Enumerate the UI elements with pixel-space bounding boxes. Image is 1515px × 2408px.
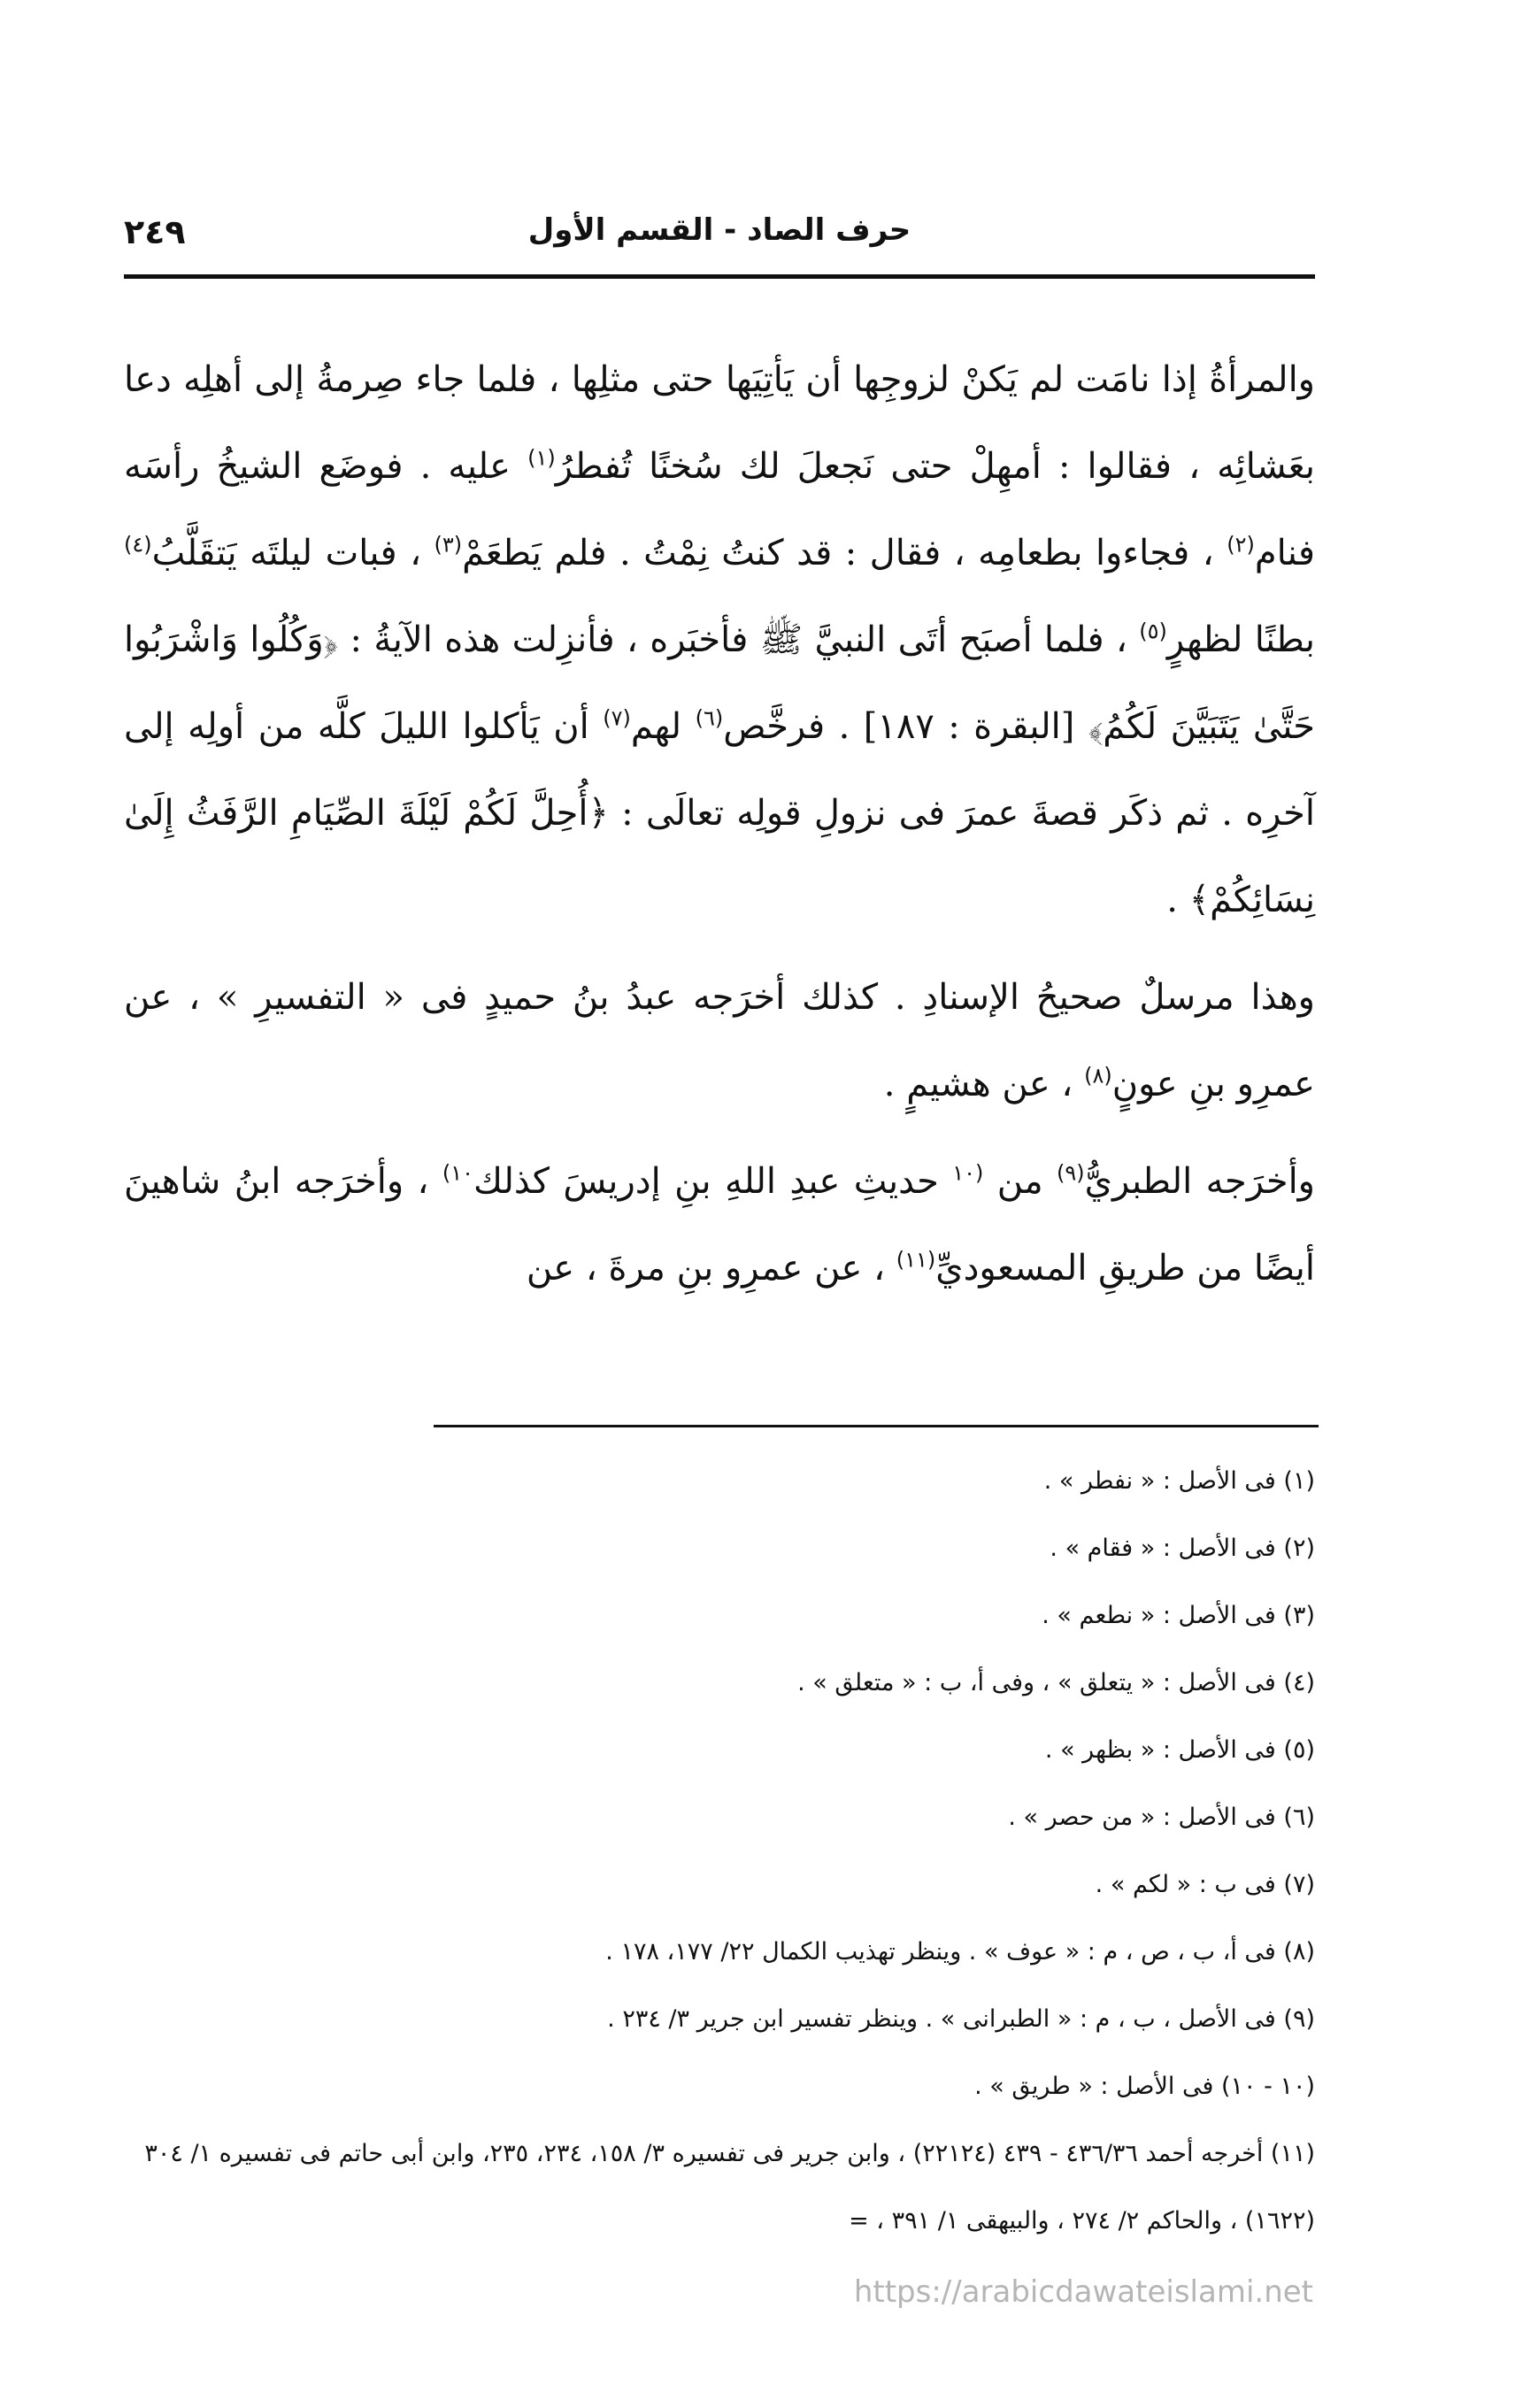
body-text-run: من bbox=[983, 1161, 1057, 1202]
body-text-run: ، عن عمرِو بنِ مرةَ ، عن bbox=[526, 1248, 896, 1289]
running-header bbox=[124, 212, 1315, 274]
watermark[interactable] bbox=[0, 2274, 1313, 2310]
footnote-marker: (٩) bbox=[1057, 1160, 1085, 1186]
footnote-marker: (٦) bbox=[695, 705, 724, 731]
body-text-run: ، عن هشيمٍ . bbox=[883, 1064, 1085, 1104]
body-text-run: وأخرَجه الطبريُّ bbox=[1084, 1161, 1315, 1202]
body-text-run: وهذا مرسلٌ صحيحُ الإسنادِ . كذلك أخرَجه عبدُ بنُ حميدٍ فى « التفسيرِ » ، عن عمرِو بنِ عونٍ bbox=[124, 977, 1315, 1104]
page-number: ٢٤٩ bbox=[124, 212, 186, 251]
body-text-run: لهم bbox=[630, 706, 696, 747]
running-title: حرف الصاد - القسم الأول bbox=[527, 212, 911, 248]
body-paragraph bbox=[124, 954, 1315, 1127]
footnotes bbox=[124, 1448, 1315, 2255]
body-text-run: ، وأخرَجه ابنُ شاهينَ أيضًا من طريقِ المسعوديِّ bbox=[124, 1161, 1315, 1289]
body-text-run: حديثِ عبدِ اللهِ بنِ إدريسَ كذلك bbox=[473, 1161, 953, 1202]
body-paragraph bbox=[124, 336, 1315, 943]
body-text-run: ، فبات ليلتَه يَتقَلَّبُ bbox=[151, 533, 435, 573]
footnote: (٥) فى الأصل : « بظهر » . bbox=[1044, 1736, 1315, 1764]
footnote: (٨) فى أ، ب ، ص ، م : « عوف » . وينظر تهذيب الكمال ٢٢/ ١٧٧، ١٧٨ . bbox=[605, 1938, 1315, 1966]
body-paragraph bbox=[124, 1138, 1315, 1312]
footnote: (٩) فى الأصل ، ب ، م : « الطبرانى » . وينظر تفسير ابن جرير ٣/ ٢٣٤ . bbox=[607, 2005, 1315, 2033]
footnote: (١٠ - ١٠) فى الأصل : « طريق » . bbox=[974, 2073, 1315, 2100]
footnote-separator bbox=[434, 1425, 1319, 1427]
footnote: (٤) فى الأصل : « يتعلق » ، وفى أ، ب : « متعلق » . bbox=[797, 1669, 1315, 1696]
footnote: (٢) فى الأصل : « فقام » . bbox=[1050, 1535, 1315, 1562]
footnote: (٦) فى الأصل : « من حصر » . bbox=[1008, 1804, 1315, 1831]
body-text-run: عليه . فوضَع الشيخُ رأسَه فنام bbox=[124, 446, 1315, 573]
main-text bbox=[124, 336, 1315, 1322]
footnote-marker: (٤) bbox=[124, 532, 152, 558]
body-text-run: بطنًا لظهرٍ bbox=[1166, 619, 1315, 660]
body-text-run: والمرأةُ إذا نامَت لم يَكنْ لزوجِها أن يَأتِيَها حتى مثلِها ، فلما جاء صِرمةُ إلى أهلِه دعا بعَشائِه ، فقالوا : أمهِلْ حتى نَجعلَ لك سُخنًا تُفطرُ bbox=[124, 359, 1315, 487]
body-text-run: أن يَأكلوا الليلَ كلَّه من أولِه إلى آخرِه . ثم ذكَر قصةَ عمرَ فى نزولِ قولِه تعالَى : ﴿أُحِلَّ لَكُمْ لَيْلَةَ الصِّيَامِ الرَّفَثُ إِلَىٰ نِسَائِكُمْ﴾ . bbox=[124, 706, 1315, 920]
footnote-marker: ١٠) bbox=[442, 1160, 473, 1186]
footnote-marker: (٧) bbox=[603, 705, 631, 731]
footnote-marker: (٣) bbox=[434, 532, 463, 558]
footnote-marker: (١١) bbox=[896, 1247, 936, 1273]
footnote-marker: (٨) bbox=[1084, 1063, 1112, 1089]
footnote: (٧) فى ب : « لكم » . bbox=[1095, 1871, 1315, 1898]
footnote-marker: (٢) bbox=[1227, 532, 1255, 558]
footnote-marker: (١) bbox=[527, 445, 556, 471]
footnote: (١) فى الأصل : « نفطر » . bbox=[1043, 1467, 1315, 1495]
footnote-marker: (٥) bbox=[1139, 619, 1167, 644]
watermark-url[interactable]: https://arabicdawateislami.net bbox=[853, 2274, 1313, 2310]
footnote: (٣) فى الأصل : « نطعم » . bbox=[1042, 1602, 1315, 1629]
body-text-run: ، فلما أصبَح أتَى النبيَّ ﷺ فأخبَره ، فأنزِلت هذه الآيةُ : ﴿وَكُلُوا وَاشْرَبُوا حَتَّىٰ يَتَبَيَّنَ لَكُمُ﴾ [البقرة : ١٨٧] . فرخَّص bbox=[124, 619, 1316, 747]
footnote-marker: (١٠ bbox=[952, 1160, 984, 1186]
header-rule bbox=[124, 274, 1315, 279]
body-text-run: ، فجاءوا بطعامِه ، فقال : قد كنتُ نِمْتُ . فلم يَطعَمْ bbox=[462, 533, 1227, 573]
footnote-long: (١١) أخرجه أحمد ٤٣٦/٣٦ - ٤٣٩ (٢٢١٢٤) ، وابن جرير فى تفسيره ٣/ ١٥٨، ٢٣٤، ٢٣٥، وابن أبى حاتم فى تفسيره ١/ ٣٠٤ (١٦٢٢) ، والحاكم ٢/ ٢٧٤ ، والبيهقى ١/ ٣٩١ ، = bbox=[144, 2140, 1315, 2235]
